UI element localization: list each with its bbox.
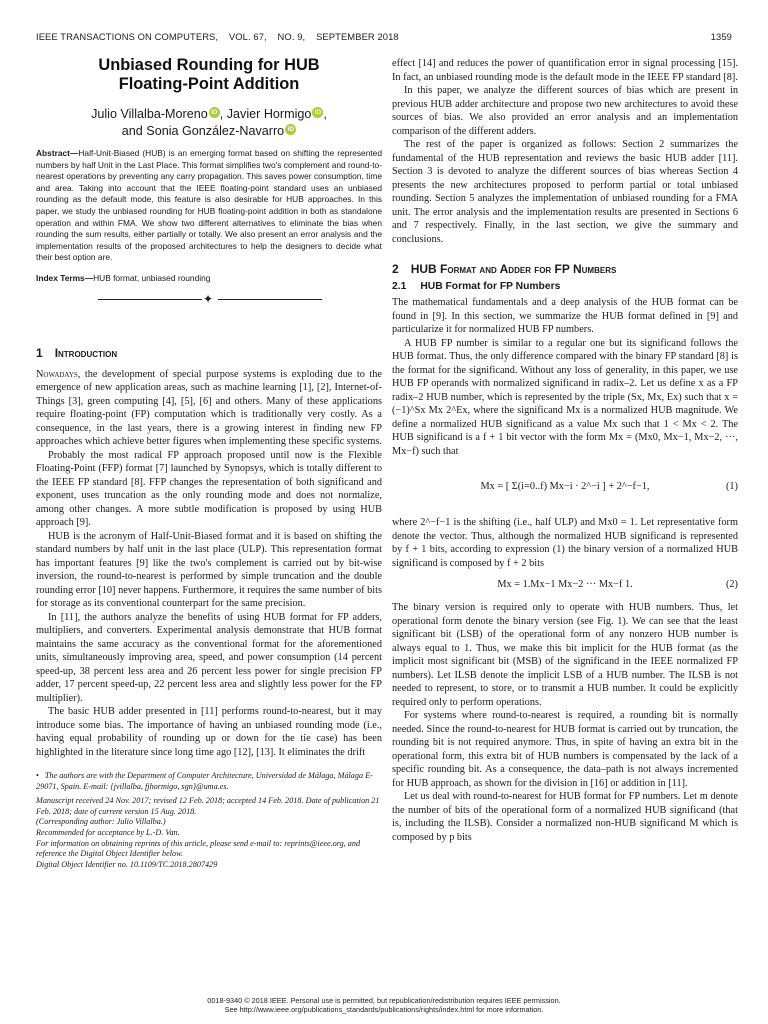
- copyright-line: 0018-9340 © 2018 IEEE. Personal use is permitted, but republication/redistribution requires IEEE permission.: [207, 996, 561, 1005]
- paragraph-round-to-nearest: Let us deal with round-to-nearest for HUB format for FP numbers. Let m denote the number of bits of the operational form of a normalized HUB significand (that is, including the ILSB). Consider a normalized non-HUB significand M which is composed by p bits: [392, 791, 738, 843]
- author-1: Julio Villalba-Moreno: [91, 107, 208, 121]
- intro-paragraph-4: In [11], the authors analyze the benefits of using HUB format for FP adders, multipliers, and converters. Experimental analysis demonstrate that HUB format maintains the same accuracy as the conventional format for the aforementioned units, simultaneously improving area, speed, and power consumption (14 percent speed-up, 38 percent less area and 26 percent less power for single precision FP adder, 17 percent speed-up, 22 percent less area and slightly less power for the FP multiplier).: [36, 611, 382, 704]
- reprints-note: For information on obtaining reprints of this article, please send e-mail to: reprints@ieee.org, and reference the Digital Object Identifier below.: [36, 838, 361, 859]
- paragraph-shifting: where 2^−f−1 is the shifting (i.e., half ULP) and Mx0 = 1. Let representative form denote the vector. Thus, although the normalized HUB significand is represented by f + 1 bits, according to expression (1) the binary version of a normalized HUB significand is composed by f + 2 bits: [392, 517, 738, 569]
- title-line-2: Floating-Point Addition: [118, 75, 300, 93]
- title-line-1: Unbiased Rounding for HUB: [98, 56, 320, 74]
- paragraph-operational-form: The binary version is required only to operate with HUB numbers. Thus, let operational form denote the binary version (see Fig. 1). We can see that the least significant bit (LSB) of the operational form of any nonzero HUB number is always equal to 1. Thus, we make this bit implicit for the HUB format (as the implicit most significant bit (MSB) of the significand in the IEEE normalized FP numbers). Let ILSB denote the implicit LSB of a HUB number. The ILSB is not needed to represent, to store, or to transmit a HUB number. It could be explicitly required only to perform operations.: [392, 602, 738, 708]
- equation-1-body: Mx = [ Σ(i=0..f) Mx−i · 2^−i ] + 2^−f−1,: [480, 481, 650, 492]
- abstract-text: Half-Unit-Biased (HUB) is an emerging format based on shifting the represented numbers by half Unit in the Last Place. This format simplifies two's complement and round-to-nearest operations by preventing any carry propagation. This saves power consumption, time and area. Taking into account that the IEEE floating-point standard uses an unbiased rounding as the default mode, this feature is also desirable for HUB approaches. In this paper, we study the unbiased rounding for HUB floating-point addition in both as standalone operation and within FMA. We show two different alternatives to eliminate the bias when rounding the sum results, either partially or totally. We also present an error analysis and the implementation results of the proposed architectures to help the designers to decide what their best option are.: [36, 148, 382, 263]
- left-column: [36, 56, 382, 870]
- running-header: [36, 31, 732, 45]
- orcid-icon[interactable]: iD: [209, 107, 220, 118]
- footnotes: • The authors are with the Department of Computer Architecture, Universidad de Málaga, Málaga E-29071, Spain. E-mail: {jvillalba, fjhormigo, sgn}@uma.es. Manuscript received 24 Nov. 2017; revised 12 Feb. 2018; accepted 14 Feb. 2018. Date of publication 21 Feb. 2018; date of current version 15 Aug. 2018. (Corresponding author: Julio Villalba.) Recommended for acceptance by L.-D. Van. For information on obtaining reprints of this article, please send e-mail to: reprints@ieee.org, and reference the Digital Object Identifier below. Digital Object Identifier no. 10.1109/TC.2018.2807429: [36, 771, 382, 870]
- journal-header: IEEE TRANSACTIONS ON COMPUTERS, VOL. 67, NO. 9, SEPTEMBER 2018: [36, 31, 399, 42]
- diamond-ornament-icon: ✦: [203, 291, 214, 306]
- doi-note: Digital Object Identifier no. 10.1109/TC.2018.2807429: [36, 859, 218, 869]
- recommended-by: Recommended for acceptance by L.-D. Van.: [36, 828, 180, 837]
- equation-1: [392, 464, 738, 510]
- manuscript-dates: Manuscript received 24 Nov. 2017; revised 12 Feb. 2018; accepted 14 Feb. 2018. Date of publication 21 Feb. 2018; date of current version 15 Aug. 2018.: [36, 796, 380, 816]
- paragraph-continuation: effect [14] and reduces the power of quantification error in signal processing [15]. In fact, an unbiased rounding mode is the default mode in the IEEE FP standard [8].: [392, 58, 738, 83]
- index-terms-label: Index Terms—: [36, 272, 94, 283]
- equation-2-body: Mx = 1.Mx−1 Mx−2 ··· Mx−f 1.: [497, 579, 633, 590]
- paragraph-rounding-bit: For systems where round-to-nearest is required, a rounding bit is normally needed. Since the round-to-nearest for HUB format is carried out by truncation, the rounding bit is not required anymore. Thus, in spite of having an extra bit in the operational form, this extra bit of HUB numbers is compensated by the lack of a specific rounding bit. As a consequence, the data–path is not always incremented for HUB approach, as shown for the division in [16] or addition in [11].: [392, 710, 738, 789]
- orcid-icon[interactable]: iD: [285, 124, 296, 135]
- paragraph-hub-intro: The mathematical fundamentals and a deep analysis of the HUB format can be found in [9]. In this section, we summarize the HUB format defined in [9] and particularize it for normalized HUB FP numbers.: [392, 297, 738, 335]
- paragraph-contribution: In this paper, we analyze the different sources of bias which are present in previous HUB adder architecture and propose two new architectures to avoid these sources of bias. We also provided an error analysis and an implementation comparison of the different adders.: [392, 85, 738, 137]
- section-2-heading: 2 HUB Format and Adder for FP Numbers: [392, 262, 617, 276]
- intro-paragraph-1: Nowadays, the development of special purpose systems is exploding due to the emergence of new application areas, such as machine learning [1], [2], Internet-of-Things [3], green computing [4], [5], [6] and others. Many of these applications require floating-point (FP) computation which is traditionally very costly. As a consequence, in the last years, there is a growing interest in finding new FP approaches which achieve better figures when implementing these specific systems.: [36, 368, 382, 448]
- rights-link[interactable]: See http://www.ieee.org/publications_standards/publications/rights/index.html for more information.: [224, 1005, 544, 1014]
- equation-2: [392, 578, 738, 592]
- equation-1-number: (1): [725, 481, 738, 492]
- abstract-label: Abstract—: [36, 148, 79, 158]
- abstract: [36, 148, 382, 264]
- intro-paragraph-2: Probably the most radical FP approach proposed until now is the Flexible Floating-Point (FFP) format [7] launched by Synopsys, which is totally different to the IEEE FP standard [8]. FFP changes the representation of both significand and exponent, uses truncation as the only rounding mode and does not normalize, among other changes. A more subtle modification is proposed by using HUB approach [9].: [36, 449, 382, 529]
- paragraph-hub-def: A HUB FP number is similar to a regular one but its significand follows the HUB format. Thus, the only difference compared with the binary FP standard [8] is the format for the significand. Without any loss of generality, in this paper, we use HUB FP operands with normalized significand in radix–2. Let us define x as a FP radix–2 HUB number, which is represented by the triple (Sx, Mx, Ex) such that x = (−1)^Sx Mx 2^Ex, where the significand Mx is a normalized HUB magnitude. We define a normalized HUB significand as a value Mx such that 1 < Mx < 2. The HUB significand is a f + 1 bit vector with the form Mx = (Mx0, Mx−1, Mx−2, ···, Mx−f) such that: [392, 337, 738, 457]
- author-list: Julio Villalba-Moreno iD , Javier Hormigo iD , and Sonia González-Navarro iD: [91, 107, 327, 138]
- page-number: 1359: [710, 31, 732, 42]
- corresponding-author: (Corresponding author: Julio Villalba.): [36, 817, 166, 827]
- paragraph-organization: The rest of the paper is organized as follows: Section 2 summarizes the fundamental of the HUB representation and reviews the basic HUB adder [11]. Section 3 is devoted to analyze the different sources of bias whereas Section 4 presents the new architectures proposed to perform partial or total unbiased rounding. Section 5 analyzes the implementation of unbiased rounding for a FMA unit. The error analysis and the implementation results are presented in Sections 6 and 7 respectively. Finally, in the last section, we give the summary and conclusions.: [392, 139, 738, 245]
- copyright-footer: [0, 996, 768, 1014]
- section-divider: [36, 292, 382, 306]
- paper-title: [36, 56, 382, 94]
- affiliation-note: The authors are with the Department of Computer Architecture, Universidad de Málaga, Málaga E-29071, Spain. E-mail: {jvillalba, fjhormigo, sgn}@uma.es.: [36, 771, 373, 791]
- index-terms: [36, 273, 382, 285]
- right-column: [392, 57, 738, 844]
- section-1-heading: 1 Introduction: [36, 345, 118, 360]
- author-3: and Sonia González-Navarro: [121, 124, 285, 138]
- intro-paragraph-5: The basic HUB adder presented in [11] performs round-to-nearest, but it may introduce some bias. The importance of having an unbiased rounding mode (i.e., having equal probability of rounding up or down for the tie case) has been highlighted in the literature since long time ago [12], [13]. It eliminates the drift: [36, 706, 382, 758]
- subsection-2-1-heading: 2.1 HUB Format for FP Numbers: [392, 281, 561, 292]
- orcid-icon[interactable]: iD: [312, 107, 323, 118]
- index-terms-text: HUB format, unbiased rounding: [93, 272, 211, 283]
- author-2: , Javier Hormigo: [219, 107, 312, 121]
- equation-2-number: (2): [725, 579, 738, 590]
- intro-paragraph-3: HUB is the acronym of Half-Unit-Biased format and it is based on shifting the standard numbers by half unit in the last place (ULP). This representation format has important features [9] like the two's complement is carried out by bit-wise inversion, the round-to-nearest is performed by simple truncation and the double rounding error [10] never happens. Furthermore, it requires the same number of bits for storage as its conventional counterpart for the same precision.: [36, 530, 382, 610]
